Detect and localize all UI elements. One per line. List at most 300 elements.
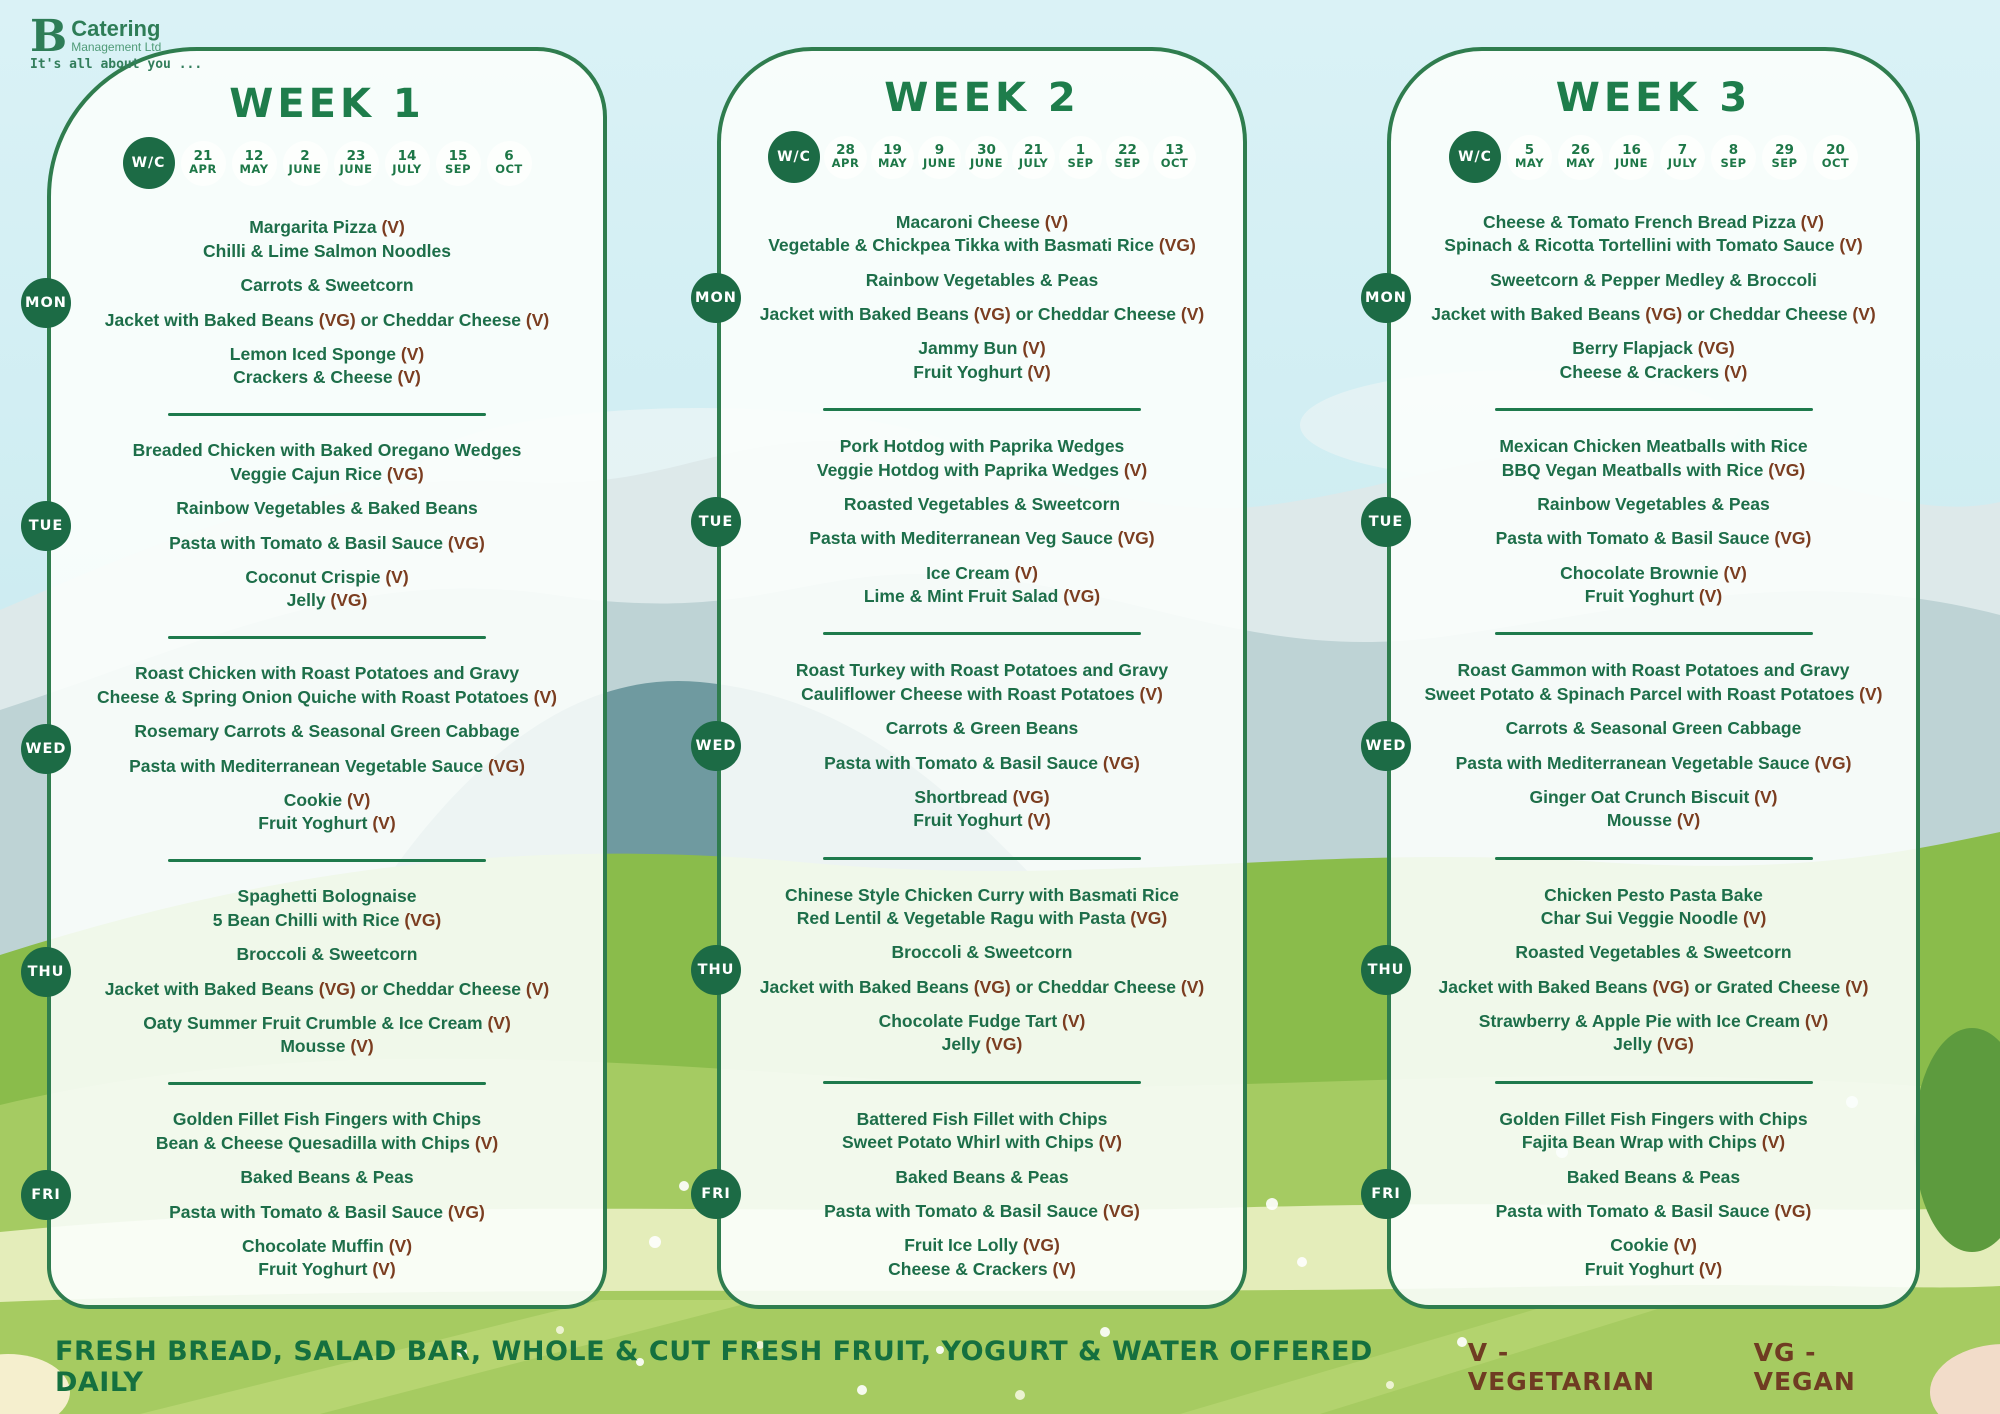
menu-line: Carrots & Sweetcorn (240, 275, 414, 296)
diet-tag: (V) (381, 217, 405, 238)
menu-line: Pasta with Tomato & Basil Sauce (VG) (1495, 528, 1812, 549)
date-month: APR (831, 156, 860, 171)
diet-tag: (V) (372, 1259, 396, 1280)
brand-monogram-icon: B (30, 11, 68, 62)
diet-legend (1468, 1338, 1928, 1396)
course (77, 275, 577, 296)
menu-line: Cookie (V) (283, 789, 371, 810)
menu-line: Rainbow Vegetables & Peas (1537, 493, 1770, 514)
week-title: WEEK 1 (229, 81, 425, 127)
date-day: 26 (1571, 142, 1590, 159)
course (1417, 494, 1890, 515)
date-circle (1609, 135, 1654, 180)
menu-line: Sweet Potato Whirl with Chips (V) (841, 1132, 1122, 1153)
day-badge: FRI (1361, 1169, 1411, 1219)
wc-badge: W/C (768, 131, 820, 183)
wc-badge: W/C (1449, 131, 1501, 183)
diet-tag: (VG) (330, 590, 368, 611)
menu-line: Shortbread (VG) (914, 786, 1050, 807)
diet-tag: (V) (1839, 235, 1863, 256)
course (77, 310, 577, 331)
date-month: SEP (444, 162, 472, 177)
course (747, 1011, 1217, 1056)
course (77, 1013, 577, 1058)
menu-line: Red Lentil & Vegetable Ragu with Pasta (VG) (796, 908, 1168, 929)
date-day: 30 (977, 142, 996, 159)
date-circle (1012, 136, 1055, 179)
day-section-mon (25, 193, 577, 413)
course (77, 440, 577, 485)
menu-line: Veggie Hotdog with Paprika Wedges (V) (816, 459, 1148, 480)
menu-line: Fruit Yoghurt (V) (913, 361, 1051, 382)
diet-tag: (VG) (1768, 459, 1806, 480)
menu-line: Chicken Pesto Pasta Bake (1544, 884, 1763, 905)
day-badge: THU (691, 945, 741, 995)
course (1417, 1235, 1890, 1280)
day-section-tue (28, 416, 577, 636)
course (77, 1167, 577, 1188)
date-circle (436, 141, 481, 186)
menu-line: Macaroni Cheese (V) (895, 212, 1069, 233)
course (1417, 1011, 1890, 1056)
day-section-mon (695, 187, 1217, 408)
course (1417, 528, 1890, 549)
menu-line: Pasta with Tomato & Basil Sauce (VG) (824, 752, 1140, 773)
menu-line: Baked Beans & Peas (240, 1167, 414, 1188)
diet-tag: (V) (1742, 908, 1767, 929)
diet-tag: (V) (385, 566, 409, 587)
day-badge: THU (21, 947, 71, 997)
diet-tag: (VG) (318, 309, 356, 330)
brand-subtitle: Management Ltd (71, 40, 162, 54)
course (77, 944, 577, 965)
course (747, 1235, 1217, 1280)
course (77, 979, 577, 1000)
course (77, 663, 577, 708)
menu-line: Sweet Potato & Spinach Parcel with Roast Potatoes (V) (1424, 683, 1883, 704)
date-month: JUNE (339, 162, 373, 177)
menu-line: Crackers & Cheese (V) (233, 367, 421, 388)
menu-line: Jammy Bun (V) (918, 338, 1046, 359)
course (77, 790, 577, 835)
menu-line: Baked Beans & Peas (1566, 1166, 1741, 1187)
menu-line: Margarita Pizza (V) (249, 217, 405, 238)
course (747, 753, 1217, 774)
date-month: SEP (1067, 156, 1094, 171)
diet-tag: (V) (487, 1012, 511, 1033)
diet-tag: (V) (525, 309, 550, 330)
date-month: OCT (495, 162, 523, 177)
diet-tag: (V) (1027, 361, 1051, 382)
menu-line: Pasta with Tomato & Basil Sauce (VG) (1495, 1200, 1812, 1221)
course (1417, 718, 1890, 739)
date-circle (1558, 135, 1603, 180)
date-day: 28 (836, 142, 855, 159)
menu-line: Ginger Oat Crunch Biscuit (V) (1529, 786, 1778, 807)
diet-tag: (V) (1676, 810, 1701, 831)
diet-tag: (V) (350, 1036, 374, 1057)
diet-tag: (V) (1044, 212, 1069, 233)
menu-line: Pasta with Tomato & Basil Sauce (VG) (169, 1201, 485, 1222)
menu-line: Roasted Vegetables & Sweetcorn (1515, 942, 1792, 963)
menu-line: Breaded Chicken with Baked Oregano Wedges (132, 440, 522, 461)
week-menu (695, 187, 1217, 1305)
menu-line: Chocolate Muffin (V) (241, 1235, 413, 1256)
menu-line: Pasta with Mediterranean Vegetable Sauce (VG) (1455, 752, 1852, 773)
menu-line: Baked Beans & Peas (895, 1166, 1069, 1187)
menu-line: Jacket with Baked Beans (VG) or Cheddar Cheese (V) (104, 978, 550, 999)
date-day: 9 (934, 142, 945, 159)
date-month: MAY (877, 156, 908, 171)
menu-line: Fruit Yoghurt (V) (258, 1259, 396, 1280)
diet-tag: (V) (1180, 304, 1205, 325)
date-circle (385, 141, 430, 186)
date-day: 29 (1775, 142, 1794, 159)
course (1417, 753, 1890, 774)
menu-line: Cheese & Crackers (V) (1559, 361, 1748, 382)
date-month: MAY (1514, 156, 1545, 171)
diet-tag: (V) (1761, 1132, 1786, 1153)
date-day: 23 (346, 148, 366, 165)
menu-line: Cheese & Spring Onion Quiche with Roast Potatoes (V) (97, 686, 557, 707)
course (77, 344, 577, 389)
week-title: WEEK 3 (1555, 75, 1752, 121)
day-badge: MON (1361, 273, 1411, 323)
diet-tag: (VG) (973, 976, 1011, 997)
menu-line: Cauliflower Cheese with Roast Potatoes (V) (801, 683, 1163, 704)
course (747, 977, 1217, 998)
daily-offer-text: FRESH BREAD, SALAD BAR, WHOLE & CUT FRESH FRUIT, YOGURT & WATER OFFERED DAILY (55, 1336, 1373, 1398)
menu-line: Vegetable & Chickpea Tikka with Basmati Rice (VG) (768, 235, 1196, 256)
day-section-mon (1365, 187, 1890, 408)
menu-line: Jacket with Baked Beans (VG) or Cheddar Cheese (V) (759, 976, 1205, 997)
menu-line: Pork Hotdog with Paprika Wedges (839, 436, 1125, 457)
week-dates-row (1417, 131, 1890, 183)
menu-line: Broccoli & Sweetcorn (891, 942, 1073, 963)
course (747, 1201, 1217, 1222)
footer-bar (55, 1336, 1928, 1398)
date-month: JULY (392, 162, 422, 177)
day-badge: TUE (1361, 497, 1411, 547)
date-circle (181, 141, 226, 186)
diet-tag: (V) (1098, 1132, 1122, 1153)
date-circle (334, 141, 379, 186)
menu-line: Pasta with Tomato & Basil Sauce (VG) (169, 532, 485, 553)
diet-tag: (VG) (1774, 528, 1812, 549)
week-panel-2 (695, 47, 1247, 1309)
course (1417, 212, 1890, 257)
course (1417, 885, 1890, 930)
menu-line: 5 Bean Chilli with Rice (VG) (212, 909, 442, 930)
menu-line: Veggie Cajun Rice (VG) (230, 463, 424, 484)
day-badge: TUE (21, 501, 71, 551)
diet-tag: (V) (1800, 212, 1824, 233)
course (77, 1109, 577, 1154)
diet-tag: (V) (525, 978, 550, 999)
date-month: JUNE (969, 156, 1004, 171)
diet-tag: (V) (346, 789, 371, 810)
date-day: 7 (1677, 142, 1688, 159)
week-panel-1 (25, 47, 607, 1309)
course (77, 533, 577, 554)
course (1417, 660, 1890, 705)
diet-tag: (V) (1754, 786, 1778, 807)
date-circle (965, 136, 1008, 179)
menu-line: Rainbow Vegetables & Peas (865, 269, 1099, 290)
diet-tag: (VG) (1117, 528, 1155, 549)
diet-tag: (V) (1027, 810, 1051, 831)
menu-line: Roast Chicken with Roast Potatoes and Gravy (134, 663, 520, 684)
day-badge: FRI (691, 1169, 741, 1219)
date-day: 1 (1075, 142, 1086, 159)
diet-tag: (VG) (1130, 908, 1168, 929)
course (747, 718, 1217, 739)
course (77, 1202, 577, 1223)
course (747, 1167, 1217, 1188)
course (747, 270, 1217, 291)
course (77, 756, 577, 777)
course (77, 886, 577, 931)
menu-line: Fruit Yoghurt (V) (1584, 1258, 1723, 1279)
course (1417, 787, 1890, 832)
course (747, 494, 1217, 515)
date-month: SEP (1114, 156, 1141, 171)
date-day: 22 (1118, 142, 1137, 159)
course (1417, 436, 1890, 481)
menu-line: Pasta with Mediterranean Veg Sauce (VG) (809, 528, 1155, 549)
brand-logo (30, 11, 203, 73)
date-day: 12 (244, 148, 264, 165)
day-badge: WED (691, 721, 741, 771)
date-day: 21 (1024, 142, 1043, 159)
diet-tag: (VG) (1012, 786, 1050, 807)
diet-tag: (V) (1804, 1011, 1829, 1032)
date-day: 6 (504, 148, 514, 165)
date-circle (283, 141, 328, 186)
date-month: JUNE (1614, 156, 1649, 171)
diet-tag: (VG) (404, 909, 442, 930)
date-month: SEP (1771, 156, 1798, 171)
menu-line: Golden Fillet Fish Fingers with Chips (172, 1109, 482, 1130)
date-month: JUNE (922, 156, 957, 171)
menu-line: Roasted Vegetables & Sweetcorn (843, 493, 1121, 514)
menu-line: Carrots & Green Beans (885, 718, 1079, 739)
date-day: 15 (448, 148, 468, 165)
menu-line: Fruit Yoghurt (V) (913, 810, 1051, 831)
diet-tag: (VG) (318, 978, 356, 999)
menu-line: Cheese & Tomato French Bread Pizza (V) (1482, 212, 1824, 233)
day-section-tue (698, 411, 1217, 632)
diet-tag: (VG) (1697, 338, 1735, 359)
course (77, 567, 577, 612)
menu-line: Chocolate Fudge Tart (V) (878, 1011, 1086, 1032)
legend-vegetarian: V - VEGETARIAN (1467, 1338, 1656, 1396)
course (1417, 1167, 1890, 1188)
course (747, 563, 1217, 608)
date-circle (1153, 136, 1196, 179)
course (747, 1109, 1217, 1154)
menu-line: Lime & Mint Fruit Salad (VG) (863, 585, 1101, 606)
menu-line: Chilli & Lime Salmon Noodles (203, 240, 451, 261)
course (77, 217, 577, 262)
course (747, 885, 1217, 930)
course (747, 304, 1217, 325)
menu-line: Roast Gammon with Roast Potatoes and Gravy (1457, 660, 1850, 681)
diet-tag: (V) (474, 1132, 499, 1153)
course (1417, 942, 1890, 963)
diet-tag: (V) (1698, 1258, 1723, 1279)
diet-tag: (VG) (1814, 752, 1852, 773)
date-month: JUNE (288, 162, 322, 177)
course (77, 1236, 577, 1281)
menu-line: Roast Turkey with Roast Potatoes and Gravy (795, 660, 1169, 681)
course (1417, 304, 1890, 325)
menu-line: Pasta with Mediterranean Vegetable Sauce (VG) (129, 755, 525, 776)
legend-vegan: VG - VEGAN (1753, 1338, 1856, 1396)
day-section-wed (1365, 635, 1890, 856)
date-circle (1106, 136, 1149, 179)
date-circle (232, 141, 277, 186)
menu-line: BBQ Vegan Meatballs with Rice (VG) (1501, 459, 1806, 480)
diet-tag: (VG) (386, 463, 424, 484)
week-panel-3 (1365, 47, 1920, 1309)
date-day: 19 (883, 142, 902, 159)
diet-tag: (V) (1180, 976, 1205, 997)
diet-tag: (V) (1123, 459, 1148, 480)
day-section-thu (1367, 860, 1890, 1081)
date-day: 13 (1165, 142, 1184, 159)
date-circle (871, 136, 914, 179)
course (747, 660, 1217, 705)
course (747, 212, 1217, 257)
course (1417, 1201, 1890, 1222)
course (747, 528, 1217, 549)
menu-line: Carrots & Seasonal Green Cabbage (1505, 718, 1802, 739)
menu-line: Jacket with Baked Beans (VG) or Cheddar Cheese (V) (104, 309, 550, 330)
date-day: 5 (1524, 142, 1535, 159)
day-section-wed (25, 639, 577, 859)
diet-tag: (V) (400, 343, 425, 364)
diet-tag: (V) (1723, 562, 1747, 583)
menu-line: Sweetcorn & Pepper Medley & Broccoli (1490, 269, 1817, 290)
day-section-thu (697, 860, 1217, 1081)
menu-line: Fruit Yoghurt (V) (1584, 585, 1723, 606)
date-month: SEP (1720, 156, 1747, 171)
date-circle (1711, 135, 1756, 180)
day-badge: TUE (691, 497, 741, 547)
diet-tag: (VG) (1652, 976, 1690, 997)
date-month: MAY (239, 162, 269, 177)
menu-line: Berry Flapjack (VG) (1572, 338, 1735, 359)
menu-line: Broccoli & Sweetcorn (236, 944, 418, 965)
course (77, 721, 577, 742)
menu-line: Jacket with Baked Beans (VG) or Cheddar Cheese (V) (1431, 304, 1876, 325)
date-day: 16 (1622, 142, 1641, 159)
diet-tag: (V) (1859, 683, 1883, 704)
course (1417, 1109, 1890, 1154)
course (1417, 563, 1890, 608)
date-day: 2 (300, 148, 310, 165)
course (77, 498, 577, 519)
menu-line: Jacket with Baked Beans (VG) or Grated Cheese (V) (1438, 976, 1869, 997)
menu-line: Chocolate Brownie (V) (1560, 562, 1747, 583)
day-section-thu (27, 862, 577, 1082)
menu-line: Rainbow Vegetables & Baked Beans (176, 498, 478, 519)
diet-tag: (V) (1022, 338, 1046, 359)
menu-line: Jacket with Baked Beans (VG) or Cheddar Cheese (V) (759, 304, 1205, 325)
date-day: 14 (397, 148, 417, 165)
menu-line: Jelly (VG) (941, 1034, 1023, 1055)
date-month: APR (189, 162, 217, 177)
date-circle (1507, 135, 1552, 180)
wc-badge: W/C (123, 137, 175, 189)
date-day: 21 (193, 148, 213, 165)
menu-line: Oaty Summer Fruit Crumble & Ice Cream (V) (143, 1012, 511, 1033)
diet-tag: (V) (533, 686, 557, 707)
menu-line: Fruit Ice Lolly (VG) (904, 1235, 1060, 1256)
date-circle (1059, 136, 1102, 179)
course (1417, 270, 1890, 291)
diet-tag: (VG) (1774, 1200, 1812, 1221)
date-day: 20 (1826, 142, 1845, 159)
diet-tag: (V) (372, 813, 396, 834)
menu-line: Mousse (V) (1606, 810, 1701, 831)
diet-tag: (V) (1673, 1235, 1697, 1256)
menu-line: Lemon Iced Sponge (V) (229, 343, 425, 364)
week-dates-row (747, 131, 1217, 183)
day-badge: THU (1361, 945, 1411, 995)
menu-line: Bean & Cheese Quesadilla with Chips (V) (155, 1132, 499, 1153)
date-circle (1762, 135, 1807, 180)
menu-line: Mousse (V) (280, 1036, 374, 1057)
menu-line: Strawberry & Apple Pie with Ice Cream (V) (1478, 1011, 1829, 1032)
diet-tag: (V) (397, 367, 421, 388)
course (1417, 977, 1890, 998)
date-circle (1660, 135, 1705, 180)
day-section-tue (1368, 411, 1890, 632)
diet-tag: (V) (388, 1235, 413, 1256)
day-badge: WED (1361, 721, 1411, 771)
diet-tag: (VG) (985, 1034, 1023, 1055)
date-circle (487, 141, 532, 186)
menu-line: Cheese & Crackers (V) (888, 1258, 1076, 1279)
menu-line: Cookie (V) (1610, 1235, 1697, 1256)
brand-tagline: It's all about you ... (30, 57, 203, 73)
diet-tag: (V) (1852, 304, 1876, 325)
menu-line: Battered Fish Fillet with Chips (856, 1108, 1108, 1129)
menu-line: Rosemary Carrots & Seasonal Green Cabbage (134, 721, 520, 742)
menu-line: Fruit Yoghurt (V) (258, 813, 396, 834)
diet-tag: (VG) (1022, 1235, 1060, 1256)
diet-tag: (VG) (1158, 235, 1196, 256)
day-section-wed (695, 635, 1217, 856)
date-month: JULY (1667, 156, 1698, 171)
diet-tag: (V) (1052, 1258, 1076, 1279)
date-day: 8 (1728, 142, 1739, 159)
day-section-fri (1371, 1084, 1890, 1305)
diet-tag: (VG) (487, 755, 525, 776)
date-circle (1813, 135, 1858, 180)
brand-name: Catering (71, 16, 161, 41)
course (747, 436, 1217, 481)
date-month: MAY (1565, 156, 1596, 171)
day-section-fri (31, 1085, 577, 1305)
day-badge: WED (21, 724, 71, 774)
diet-tag: (VG) (1063, 585, 1101, 606)
date-circle (918, 136, 961, 179)
menu-line: Chinese Style Chicken Curry with Basmati Rice (785, 884, 1179, 905)
course (747, 338, 1217, 383)
